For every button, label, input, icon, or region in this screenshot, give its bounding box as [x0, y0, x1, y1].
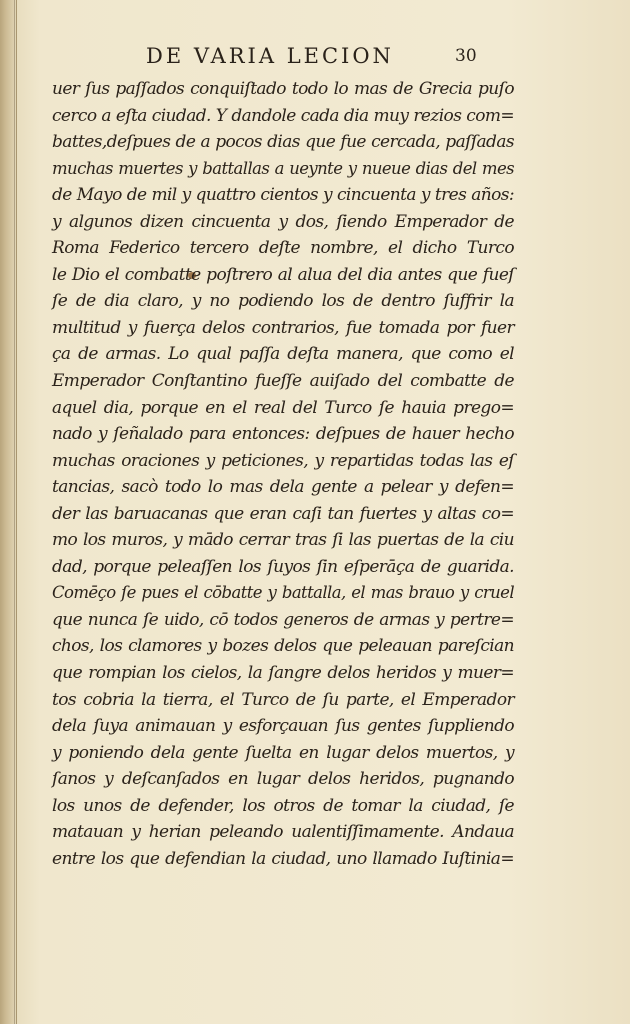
text-line: chos, los clamores y bozes delos que peleauan pareſcian: [52, 636, 514, 657]
text-line: que nunca ſe uido, cō todos generos de armas y pertre=: [52, 609, 514, 630]
text-line: muchas muertes y battallas a ueynte y nueue dias del mes: [52, 158, 514, 178]
text-line: muchas oraciones y peticiones, y repartidas todas las eſ: [52, 450, 514, 471]
text-line: entre los que defendian la ciudad, uno llamado Iuſtinia=: [52, 848, 514, 869]
running-title: DE VARIA LECION: [146, 44, 394, 68]
text-line: tancias, sacò todo lo mas dela gente a pelear y defen=: [52, 477, 514, 498]
text-line: nado y ſeñalado para entonces: deſpues de hauer hecho: [52, 424, 514, 445]
text-line: aquel dia, porque en el real del Turco ſe hauia prego=: [52, 397, 514, 418]
text-line: Emperador Conſtantino fueſſe auiſado del combatte de: [52, 371, 514, 392]
text-line: ſe de dia claro, y no podiendo los de dentro ſuffrir la: [52, 291, 514, 312]
text-line: matauan y herian peleando ualentiſſimamente. Andaua: [52, 822, 514, 843]
text-line: dela ſuya animauan y esforçauan ſus gentes ſuppliendo: [52, 716, 514, 737]
text-line: tos cobria la tierra, el Turco de ſu parte, el Emperador: [52, 689, 514, 710]
page-number: 30: [455, 46, 477, 66]
text-line: der las baruacanas que eran caſi tan fuertes y altas co=: [52, 503, 514, 524]
text-line: uer ſus paſſados conquiſtado todo lo mas de Grecia puſo: [52, 79, 514, 99]
body-text: [52, 76, 514, 872]
text-line: y algunos dizen cincuenta y dos, ſiendo Emperador de: [52, 211, 514, 232]
text-line: le Dio el combatte poſtrero al alua del dia antes que fueſ: [52, 264, 514, 285]
text-line: dad, porque peleaſſen los ſuyos ſin eſperāça de guarida.: [52, 556, 514, 577]
text-line: cerco a eſta ciudad. Y dandole cada dia muy rezios com=: [52, 105, 514, 126]
text-line: de Mayo de mil y quattro cientos y cincuenta y tres años:: [52, 185, 514, 206]
text-line: Comēço ſe pues el cōbatte y battalla, el mas brauo y cruel: [52, 583, 514, 603]
text-line: ça de armas. Lo qual paſſa deſta manera, que como el: [52, 344, 514, 365]
text-line: que rompian los cielos, la ſangre delos heridos y muer=: [52, 663, 514, 684]
spine-edge: [14, 0, 15, 1024]
text-line: los unos de defender, los otros de tomar la ciudad, ſe: [52, 795, 514, 816]
text-line: mo los muros, y mādo cerrar tras ſi las puertas de la ciu: [52, 530, 514, 551]
text-line: Roma Federico tercero deſte nombre, el dicho Turco: [52, 238, 514, 259]
text-line: multitud y fuerça delos contrarios, fue tomada por fuer: [52, 317, 514, 338]
text-line: ſanos y deſcanſados en lugar delos heridos, pugnando: [52, 769, 514, 790]
text-line: battes,deſpues de a pocos dias que fue cercada, paſſadas: [52, 132, 514, 153]
running-head: [0, 40, 630, 74]
text-line: y poniendo dela gente ſuelta en lugar delos muertos, y: [52, 742, 514, 763]
